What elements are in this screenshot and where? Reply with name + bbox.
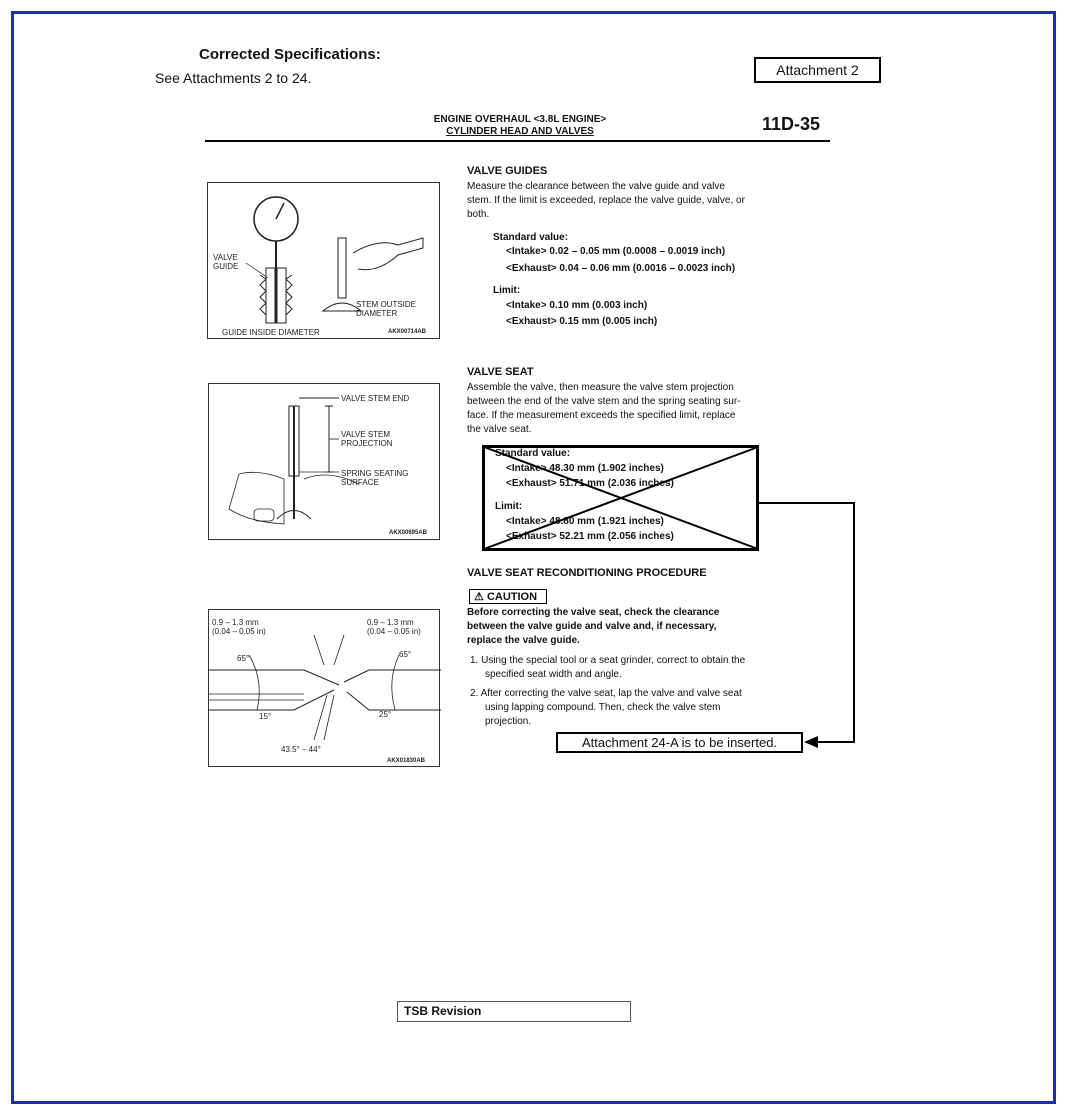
figure-code: AKX00695AB [389, 530, 428, 536]
valve-guides-text-line3: both. [467, 209, 490, 220]
valve-guides-limit-intake: <Intake> 0.10 mm (0.003 inch) [506, 300, 648, 311]
angle-range-label: 43.5° – 44° [281, 745, 321, 754]
valve-seat-standard-exhaust: <Exhaust> 51.71 mm (2.036 inches) [506, 478, 674, 489]
step-2-line1: 2. After correcting the valve seat, lap the valve and valve seat [470, 688, 742, 699]
valve-stem-projection-figure [208, 383, 440, 540]
valve-seat-limit-label: Limit: [495, 501, 523, 512]
step-2 [470, 687, 840, 729]
left-dimension-line2: (0.04 – 0.05 in) [212, 627, 266, 636]
valve-guide-label-line2: GUIDE [213, 262, 239, 271]
spring-seating-surface-label [341, 469, 408, 487]
valve-guides-heading: VALVE GUIDES [467, 165, 548, 177]
insert-note: Attachment 24-A is to be inserted. [556, 732, 803, 753]
valve-guides-text-line1: Measure the clearance between the valve guide and valve [467, 181, 725, 192]
step-1 [470, 654, 840, 682]
valve-stem-end-label: VALVE STEM END [341, 394, 410, 403]
angle-25-label: 25° [379, 710, 392, 719]
struck-out-box [482, 445, 760, 553]
caution-text-line2: between the valve guide and valve and, if necessary, [467, 621, 717, 632]
valve-seat-heading: VALVE SEAT [467, 366, 534, 378]
guide-inside-diameter-label: GUIDE INSIDE DIAMETER [222, 328, 320, 337]
figure-code: AKX01830AB [387, 758, 426, 764]
spring-seating-line1: SPRING SEATING [341, 469, 409, 478]
valve-guides-standard-intake: <Intake> 0.02 – 0.05 mm (0.0008 – 0.0019 inch) [506, 246, 726, 257]
valve-seat-standard-intake: <Intake> 48.30 mm (1.902 inches) [506, 463, 664, 474]
valve-guides-limit-exhaust: <Exhaust> 0.15 mm (0.005 inch) [506, 316, 658, 327]
manual-section-title [370, 114, 670, 138]
caution-text-line3: replace the valve guide. [467, 635, 580, 646]
angle-15-label: 15° [259, 712, 272, 721]
valve-guides-text [467, 180, 837, 222]
valve-seat-standard-label: Standard value: [495, 448, 571, 459]
see-attachments-text: See Attachments 2 to 24. [155, 70, 312, 86]
stem-outside-line1: STEM OUTSIDE [356, 300, 417, 309]
valve-seat-limit-intake: <Intake> 48.80 mm (1.921 inches) [506, 516, 664, 527]
caution-box [469, 589, 547, 604]
manual-title-line2: CYLINDER HEAD AND VALVES [446, 126, 594, 137]
step-1-line1: 1. Using the special tool or a seat grinder, correct to obtain the [470, 655, 746, 666]
corrected-specifications-title: Corrected Specifications: [199, 46, 381, 63]
valve-guide-label-line1: VALVE [213, 253, 238, 262]
valve-guides-text-line2: stem. If the limit is exceeded, replace the valve guide, valve, or [467, 195, 745, 206]
caution-text-line1: Before correcting the valve seat, check the clearance [467, 607, 720, 618]
valve-seat-text-line2: between the end of the valve stem and the spring seating sur- [467, 396, 741, 407]
valve-seat-text-line1: Assemble the valve, then measure the valve stem projection [467, 382, 734, 393]
valve-seat-angle-figure [208, 609, 440, 767]
valve-guides-standard-label: Standard value: [493, 232, 569, 243]
stem-outside-line2: DIAMETER [356, 309, 398, 318]
right-dimension-line2: (0.04 – 0.05 in) [367, 627, 421, 636]
spring-seating-line2: SURFACE [341, 478, 379, 487]
valve-guide-label [213, 253, 238, 271]
valve-stem-projection-line1: VALVE STEM [341, 430, 391, 439]
step-2-line2: using lapping compound. Then, check the valve stem [485, 702, 721, 713]
valve-guides-standard-exhaust: <Exhaust> 0.04 – 0.06 mm (0.0016 – 0.0023 inch) [506, 263, 736, 274]
reconditioning-heading: VALVE SEAT RECONDITIONING PROCEDURE [467, 567, 707, 579]
tsb-revision-box: TSB Revision [397, 1001, 631, 1022]
caution-text [467, 606, 827, 648]
valve-stem-drawing [209, 384, 441, 541]
angle-65-right-label: 65° [399, 650, 412, 659]
warning-triangle-icon: ⚠ [474, 591, 484, 603]
angle-65-left-label: 65° [237, 654, 250, 663]
valve-seat-text [467, 381, 837, 437]
valve-seat-text-line4: the valve seat. [467, 424, 532, 435]
right-dimension-line1: 0.9 – 1.3 mm [367, 618, 414, 627]
valve-stem-projection-label [341, 430, 393, 448]
left-dimension-label [212, 618, 266, 636]
step-2-line3: projection. [485, 716, 532, 727]
caution-label: CAUTION [486, 591, 538, 603]
figure-code: AKX00714AB [388, 329, 427, 335]
valve-stem-projection-line2: PROJECTION [341, 439, 393, 448]
valve-guides-limit-label: Limit: [493, 285, 521, 296]
valve-seat-text-line3: face. If the measurement exceeds the specified limit, replace [467, 410, 736, 421]
page-number: 11D-35 [762, 114, 821, 134]
left-dimension-line1: 0.9 – 1.3 mm [212, 618, 259, 627]
manual-title-line1: ENGINE OVERHAUL <3.8L ENGINE> [433, 114, 607, 125]
valve-seat-limit-exhaust: <Exhaust> 52.21 mm (2.056 inches) [506, 531, 674, 542]
header-rule [205, 140, 830, 142]
step-1-line2: specified seat width and angle. [485, 669, 622, 680]
stem-outside-diameter-label [356, 300, 416, 318]
valve-guide-figure [207, 182, 440, 339]
right-dimension-label [367, 618, 421, 636]
attachment-label: Attachment 2 [754, 57, 881, 83]
